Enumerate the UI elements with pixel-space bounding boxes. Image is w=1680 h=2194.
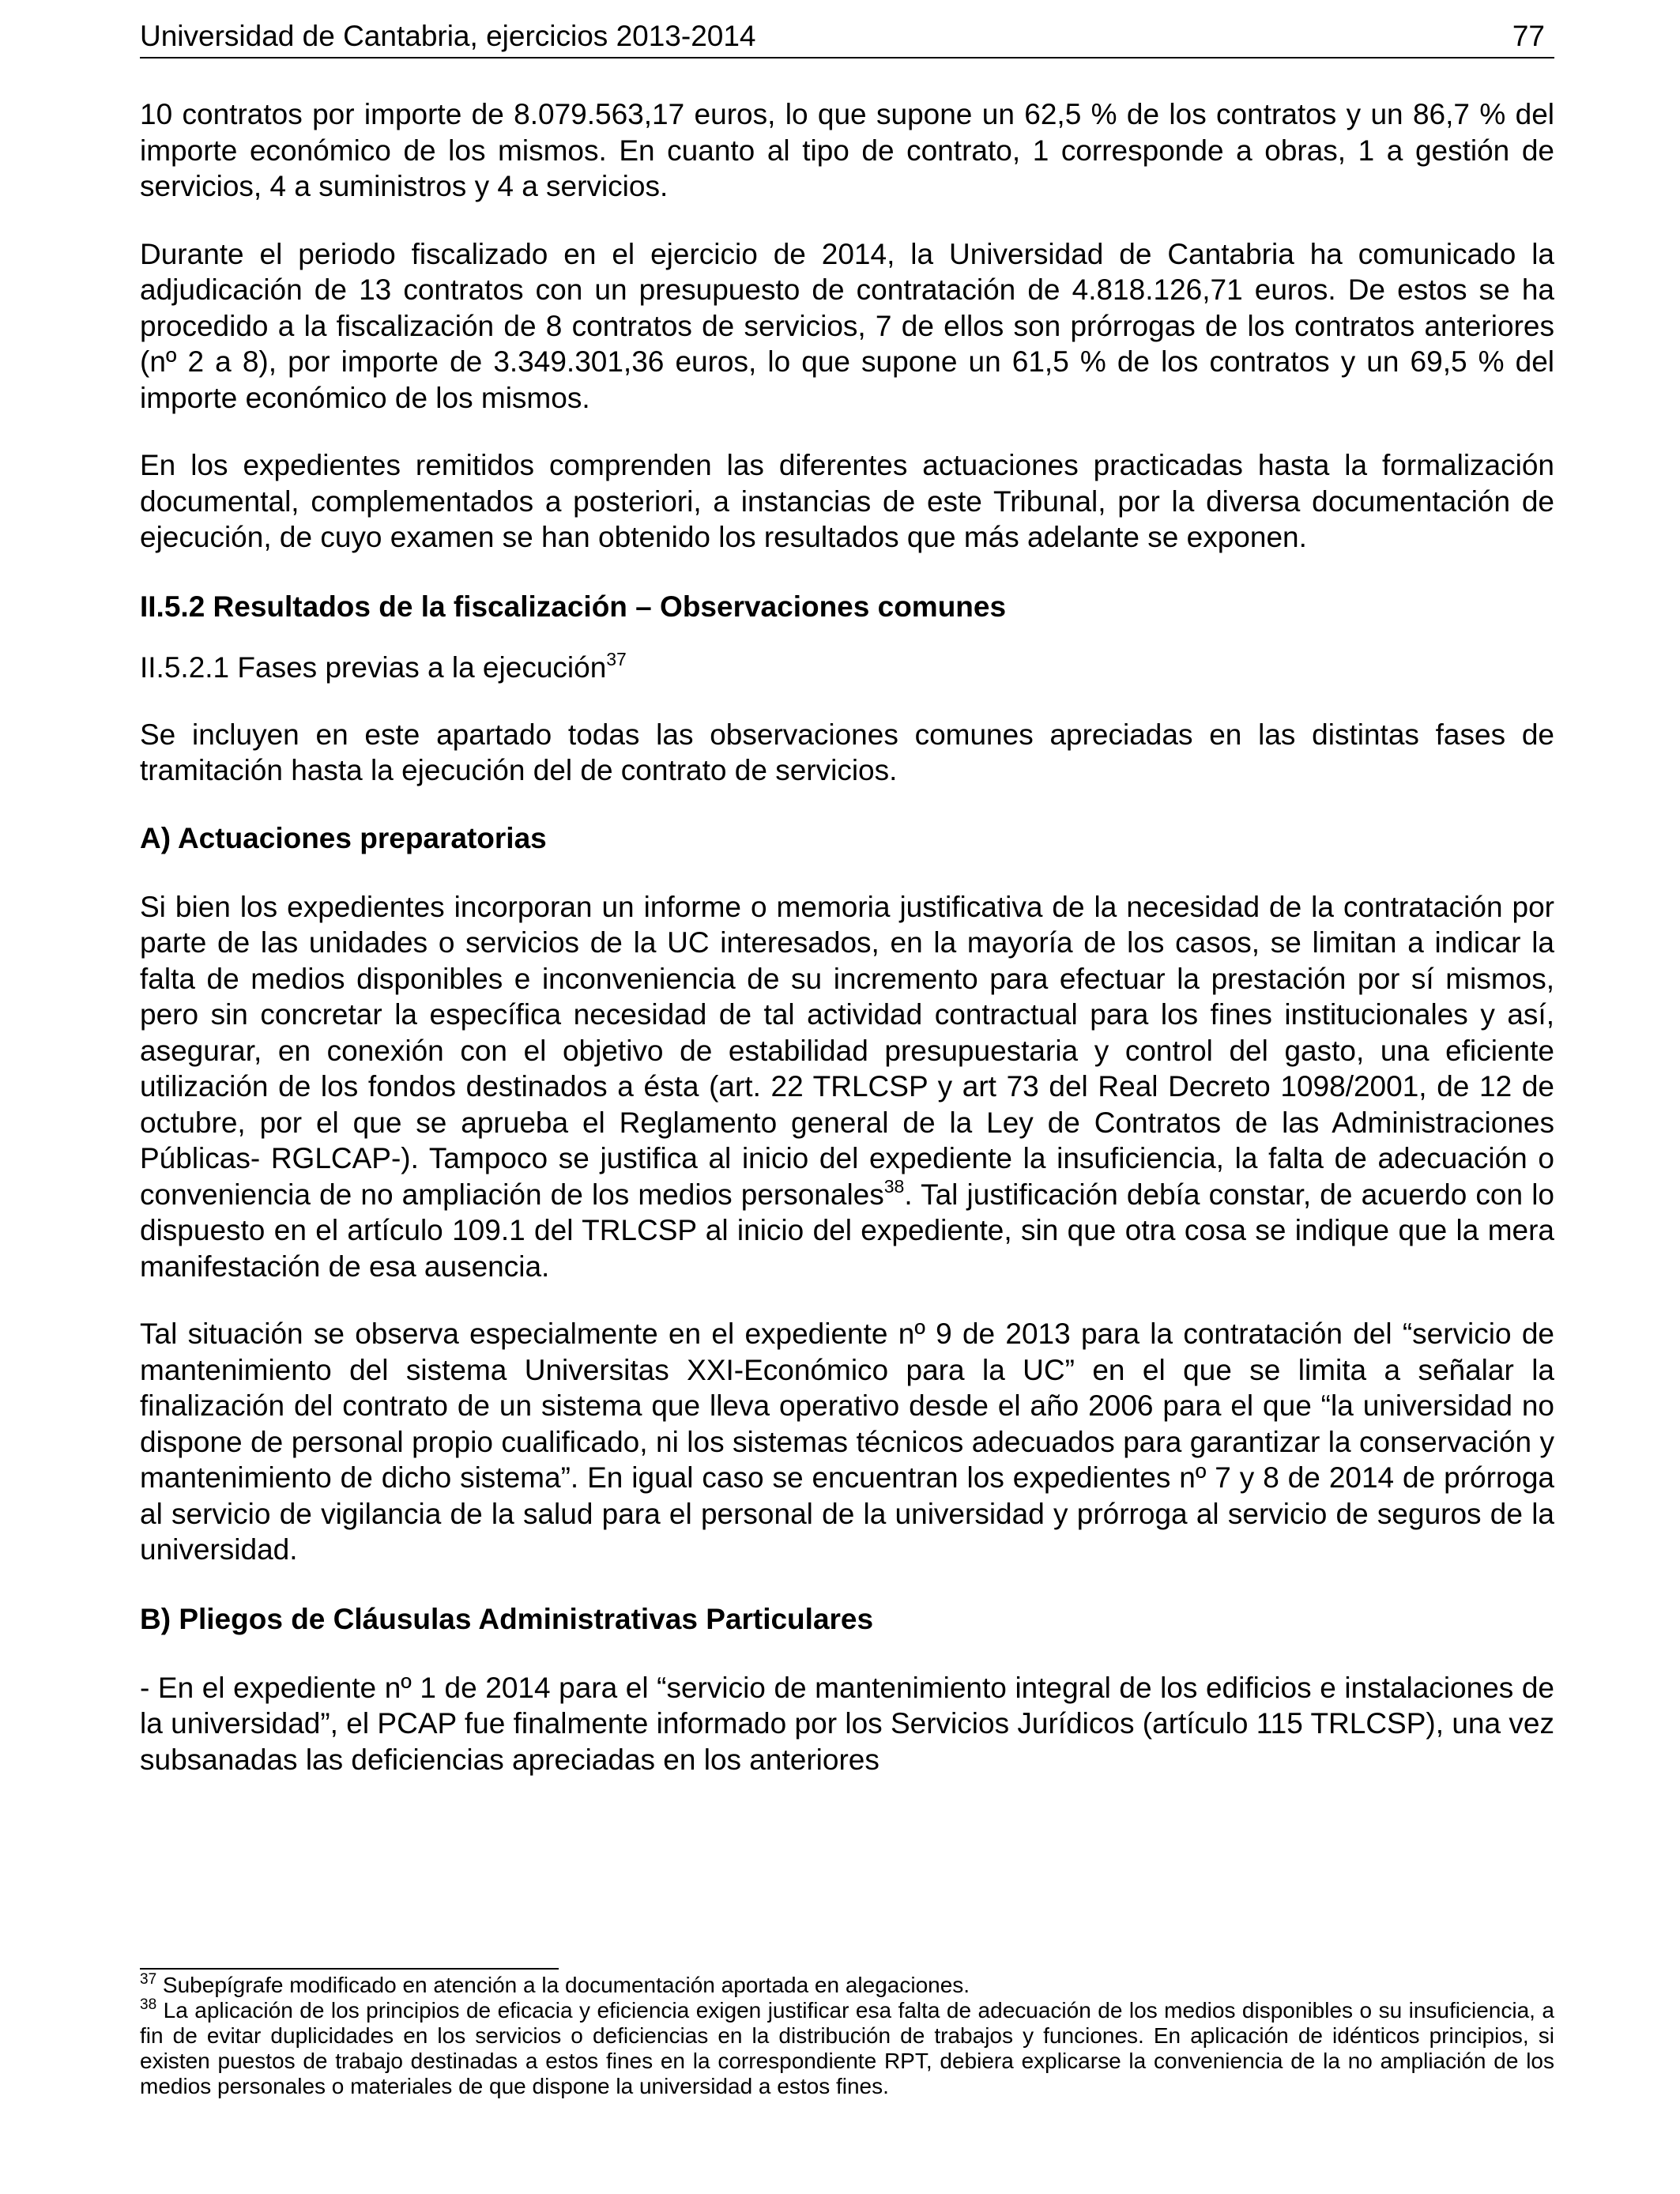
subsection-heading [140,650,1554,685]
paragraph-contracts-2014: Durante el periodo fiscalizado en el ejercicio de 2014, la Universidad de Cantabria ha comunicado la adjudicación de 13 contratos con un presupuesto de contratación de 4.818.126,71 euros. De estos se ha procedido a la fiscalización de 8 contratos de servicios, 7 de ellos son prórrogas de los contratos anteriores (nº 2 a 8), por importe de 3.349.301,36 euros, lo que supone un 61,5 % de los contratos y un 69,5 % del importe económico de los mismos. [140,237,1554,414]
heading-pliegos: B) Pliegos de Cláusulas Administrativas Particulares [140,1602,874,1635]
footnote-ref-38: 38 [883,1175,905,1197]
footnote-number: 37 [140,1971,157,1988]
footnote-38 [140,1998,1554,2099]
paragraph-expedientes: En los expedientes remitidos comprenden las diferentes actuaciones practicadas hasta la formalización documental, complementados a posteriori, a instancias de este Tribunal, por la diversa documentación de ejecución, de cuyo examen se han obtenido los resultados que más adelante se exponen. [140,449,1554,553]
footnote-ref-37: 37 [606,648,627,669]
page-body [140,96,1554,1809]
heading-actuaciones-preparatorias: A) Actuaciones preparatorias [140,821,547,854]
header-title: Universidad de Cantabria, ejercicios 2013-2014 [140,20,756,52]
footnote-text: Subepígrafe modificado en atención a la documentación aportada en alegaciones. [156,1973,970,1997]
footnote-number: 38 [140,1996,157,2013]
page-header [140,16,1554,58]
section-heading: II.5.2 Resultados de la fiscalización – Observaciones comunes [140,590,1007,623]
footnote-text: La aplicación de los principios de eficacia y eficiencia exigen justificar esa falta de adecuación de los medios disponibles o su insuficiencia, a fin de evitar duplicidades en los servicios o deficiencias en la distribución de trabajos y funciones. En aplicación de idénticos principios, si existen puestos de trabajo destinadas a estos fines en la correspondiente RPT, debiera explicarse la conveniencia de la no ampliación de los medios personales o materiales de que dispone la universidad a estos fines. [140,1998,1554,2098]
paragraph-intro: Se incluyen en este apartado todas las observaciones comunes apreciadas en las distintas fases de tramitación hasta la ejecución del de contrato de servicios. [140,718,1554,786]
paragraph-actuaciones-1 [140,889,1554,1285]
footnotes [140,1968,1554,2099]
footnote-divider [140,1968,559,1970]
paragraph-actuaciones-1-text: Si bien los expedientes incorporan un informe o memoria justificativa de la necesidad de la contratación por parte de las unidades o servicios de la UC interesados, en la mayoría de los casos, se limitan a indicar la falta de medios disponibles e inconveniencia de su incremento para efectuar la prestación por sí mismos, pero sin concretar la específica necesidad de tal actividad contractual para los fines institucionales y así, asegurar, en conexión con el objetivo de estabilidad presupuestaria y control del gasto, una eficiente utilización de los fondos destinados a ésta (art. 22 TRLCSP y art 73 del Real Decreto 1098/2001, de 12 de octubre, por el que se aprueba el Reglamento general de la Ley de Contratos de las Administraciones Públicas- RGLCAP-). Tampoco se justifica al inicio del expediente la insuficiencia, la falta de adecuación o conveniencia de no ampliación de los medios personales [140,890,1554,1211]
footnote-37 [140,1973,1554,1998]
paragraph-pliegos-1: - En el expediente nº 1 de 2014 para el “servicio de mantenimiento integral de los edificios e instalaciones de la universidad”, el PCAP fue finalmente informado por los Servicios Jurídicos (artículo 115 TRLCSP), una vez subsanadas las deficiencias apreciadas en los anteriores [140,1671,1554,1776]
page-number: 77 [1512,20,1545,52]
paragraph-contracts-2013: 10 contratos por importe de 8.079.563,17 euros, lo que supone un 62,5 % de los contratos y un 86,7 % del importe económico de los mismos. En cuanto al tipo de contrato, 1 corresponde a obras, 1 a gestión de servicios, 4 a suministros y 4 a servicios. [140,98,1554,202]
paragraph-actuaciones-2: Tal situación se observa especialmente en el expediente nº 9 de 2013 para la contratación del “servicio de mantenimiento del sistema Universitas XXI-Económico para la UC” en el que se limita a señalar la finalización del contrato de un sistema que lleva operativo desde el año 2006 para el que “la universidad no dispone de personal propio cualificado, ni los sistemas técnicos adecuados para garantizar la conservación y mantenimiento de dicho sistema”. En igual caso se encuentran los expedientes nº 7 y 8 de 2014 de prórroga al servicio de vigilancia de la salud para el personal de la universidad y prórroga al servicio de seguros de la universidad. [140,1318,1554,1566]
subsection-title: II.5.2.1 Fases previas a la ejecución [140,650,607,684]
paragraph-actuaciones-1-cont: . Tal justificación debía constar, de acuerdo con lo dispuesto en el artículo 109.1 del TRLCSP al inicio del expediente, sin que otra cosa se indique que la mera manifestación de esa ausencia. [140,1178,1554,1283]
document-page [140,0,1554,2194]
